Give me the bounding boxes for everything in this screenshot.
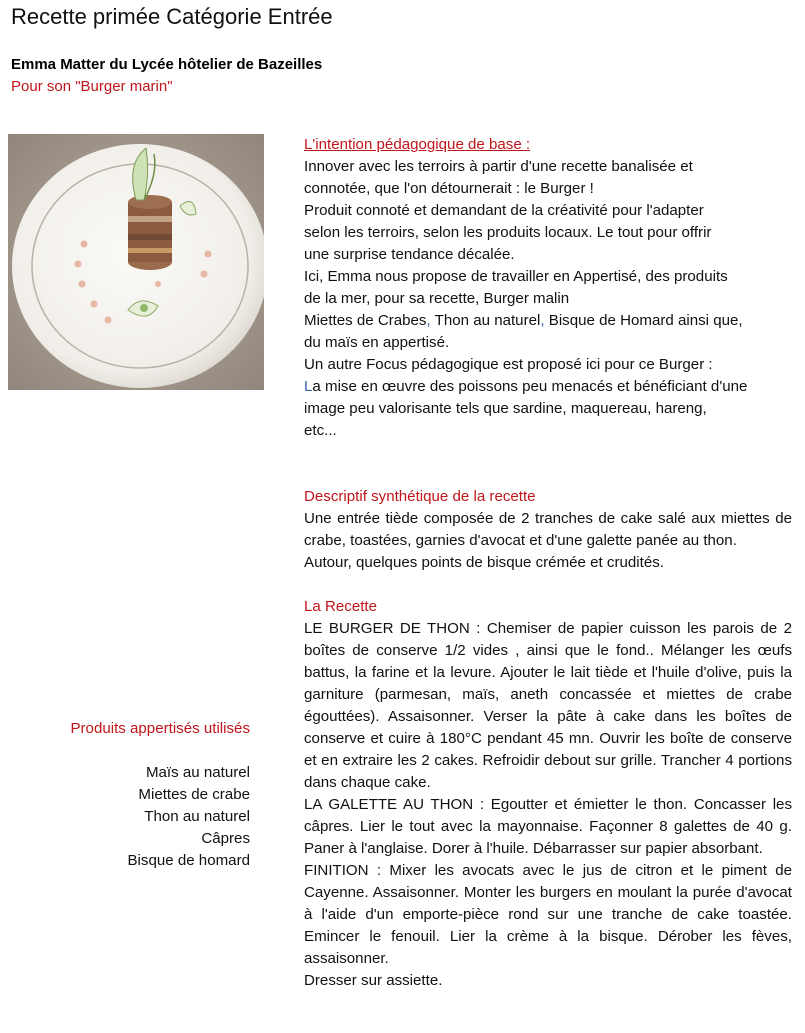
intention-line: Un autre Focus pédagogique est proposé ici pour ce Burger : xyxy=(304,356,713,373)
recette-paragraph: LE BURGER DE THON : Chemiser de papier cuisson les parois de 2 boîtes de conserve 1/2 vides , ainsi que le fond.. Mélanger les œufs battus, la farine et la levure. Ajouter le lait tiède et l'huile d'olive, puis la garniture (parmesan, maïs, aneth concassée et miettes de crabe égouttées). Assaisonner. Verser la pâte à cake dans les boîtes de conserve et cuire à 180°C pendant 45 mn. Ouvrir les boîte de conserve et en extraire les 2 cakes. Refroidir debout sur grille. Trancher 4 portions dans chaque cake. xyxy=(304,620,792,791)
comma-separator: , xyxy=(540,312,545,329)
intention-ingredients-line xyxy=(304,310,792,332)
intention-line: connotée, que l'on détournerait : le Burger ! xyxy=(304,180,594,197)
intention-line: Produit connoté et demandant de la créativité pour l'adapter xyxy=(304,202,704,219)
comma-separator: , xyxy=(426,312,431,329)
recette-section xyxy=(304,596,792,992)
page-title: Recette primée Catégorie Entrée xyxy=(11,4,333,29)
descriptif-heading: Descriptif synthétique de la recette xyxy=(304,488,536,505)
descriptif-paragraph: Autour, quelques points de bisque crémée et crudités. xyxy=(304,554,664,571)
list-item: Thon au naturel xyxy=(144,808,250,825)
focus-rest: a mise en œuvre des poissons peu menacés et bénéficiant d'une xyxy=(312,378,748,395)
descriptif-section xyxy=(304,486,792,574)
ingredient-crabes: Miettes de Crabes xyxy=(304,312,427,329)
dish-photo xyxy=(8,134,264,390)
author-name: Emma Matter du Lycée hôtelier de Bazeilles xyxy=(11,56,323,73)
recette-paragraph: Dresser sur assiette. xyxy=(304,972,443,989)
produits-section xyxy=(10,718,250,872)
ingredient-thon: Thon au naturel xyxy=(434,312,541,329)
main-text-column xyxy=(304,134,792,992)
intention-section xyxy=(304,134,792,442)
intention-line: image peu valorisante tels que sardine, maquereau, hareng, xyxy=(304,400,707,417)
intention-line: selon les terroirs, selon les produits locaux. Le tout pour offrir xyxy=(304,224,712,241)
recette-heading: La Recette xyxy=(304,598,377,615)
intention-heading: L'intention pédagogique de base : xyxy=(304,136,531,153)
list-item: Miettes de crabe xyxy=(138,786,250,803)
intention-line: Ici, Emma nous propose de travailler en Appertisé, des produits xyxy=(304,268,728,285)
intention-line: du maïs en appertisé. xyxy=(304,334,450,351)
intention-line: de la mer, pour sa recette, Burger malin xyxy=(304,290,570,307)
list-item: Câpres xyxy=(201,830,250,847)
recette-paragraph: FINITION : Mixer les avocats avec le jus de citron et le piment de Cayenne. Assaisonner. Monter les burgers en moulant la purée d'avocat à l'aide d'un emporte-pièce rond sur une tranche de cake toastée. Emincer le fenouil. Lier la crème à la bisque. Dérober les fèves, assaisonner. xyxy=(304,862,792,967)
ingredient-bisque: Bisque de Homard ainsi que, xyxy=(548,312,743,329)
recette-paragraph: LA GALETTE AU THON : Egoutter et émietter le thon. Concasser les câpres. Lier le tout avec la mayonnaise. Façonner 8 galettes de 40 g. Paner à l'anglaise. Dorer à l'huile. Débarrasser sur papier absorbant. xyxy=(304,796,792,857)
intention-line: une surprise tendance décalée. xyxy=(304,246,515,263)
intention-focus-line xyxy=(304,376,792,398)
descriptif-paragraph: Une entrée tiède composée de 2 tranches de cake salé aux miettes de crabe, toastées, garnies d'avocat et d'une galette panée au thon. xyxy=(304,510,792,549)
produits-list xyxy=(10,762,250,872)
list-item: Bisque de homard xyxy=(127,852,250,869)
recipe-subtitle: Pour son "Burger marin" xyxy=(11,78,173,95)
list-item: Maïs au naturel xyxy=(145,764,250,781)
intention-line: etc... xyxy=(304,422,337,439)
intention-line: Innover avec les terroirs à partir d'une recette banalisée et xyxy=(304,158,693,175)
produits-heading: Produits appertisés utilisés xyxy=(70,720,250,737)
focus-first-letter: L xyxy=(304,378,313,395)
